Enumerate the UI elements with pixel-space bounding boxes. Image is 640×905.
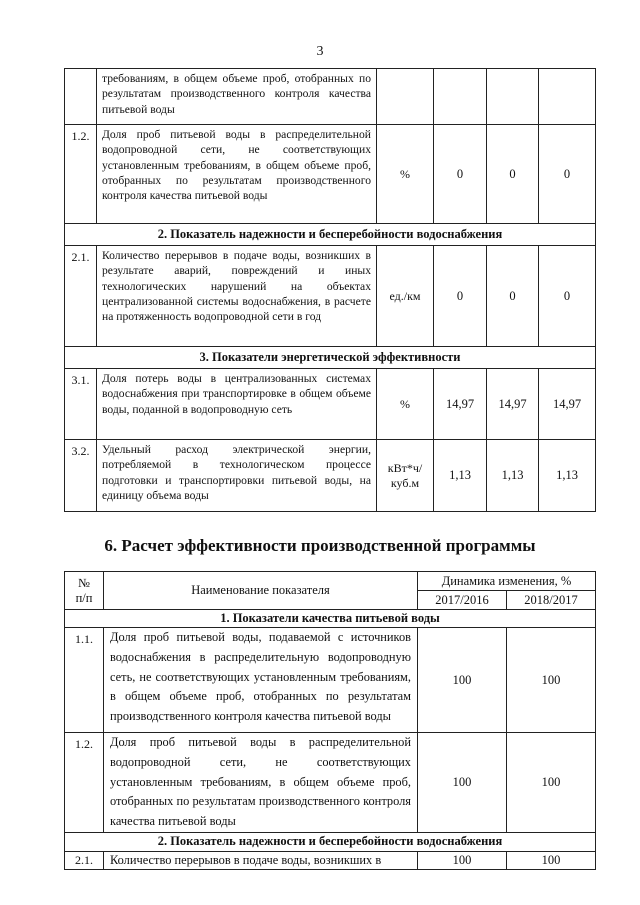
value-cell: 0 bbox=[539, 125, 596, 224]
value-cell: 100 bbox=[507, 851, 596, 869]
number-header bbox=[65, 572, 104, 610]
table-row bbox=[65, 628, 596, 733]
row-number-cell: 1.1. bbox=[65, 628, 104, 733]
section-row bbox=[65, 610, 596, 628]
value-cell: 100 bbox=[507, 628, 596, 733]
indicator-name-cell: Доля проб питьевой воды в распределительной водопроводной сети, не соответствующих установленным требованиям, в общем объеме проб, отобранных по результатам производственного контроля качества питьевой воды bbox=[97, 125, 377, 224]
table-row bbox=[65, 369, 596, 440]
section-title: 3. Показатели энергетической эффективности bbox=[65, 347, 596, 369]
table-row bbox=[65, 125, 596, 224]
indicator-name-cell: требованиям, в общем объеме проб, отобранных по результатам производственного контроля качества питьевой воды bbox=[97, 69, 377, 125]
number-header-top: № bbox=[78, 575, 90, 590]
dynamics-header: Динамика изменения, % bbox=[418, 572, 596, 591]
indicator-name-cell: Количество перерывов в подаче воды, возникших в результате аварий, повреждений и иных технологических нарушений на объектах централизованной системы водоснабжения, в расчете на протяженность водопроводной сети в год bbox=[97, 246, 377, 347]
value-cell bbox=[487, 69, 539, 125]
value-cell: 0 bbox=[434, 125, 487, 224]
value-cell: 0 bbox=[487, 246, 539, 347]
value-cell: 14,97 bbox=[539, 369, 596, 440]
unit-cell: % bbox=[377, 369, 434, 440]
table-row bbox=[65, 246, 596, 347]
value-cell: 100 bbox=[418, 628, 507, 733]
row-number-cell: 1.2. bbox=[65, 125, 97, 224]
row-number-cell: 3.1. bbox=[65, 369, 97, 440]
header-row bbox=[65, 572, 596, 591]
row-number-cell: 2.1. bbox=[65, 246, 97, 347]
number-header-bottom: п/п bbox=[75, 590, 93, 605]
value-cell bbox=[434, 69, 487, 125]
unit-cell bbox=[377, 69, 434, 125]
year-header: 2018/2017 bbox=[507, 591, 596, 610]
table-row bbox=[65, 440, 596, 512]
indicator-name-cell: Доля проб питьевой воды в распределительной водопроводной сети, не соответствующих установленным требованиям, в общем объеме проб, отобранных по результатам производственного контроля качества питьевой воды bbox=[104, 733, 418, 833]
value-cell: 100 bbox=[418, 851, 507, 869]
indicator-name-cell: Доля потерь воды в централизованных системах водоснабжения при транспортировке в общем объеме воды, поданной в водопроводную сеть bbox=[97, 369, 377, 440]
value-cell: 14,97 bbox=[434, 369, 487, 440]
value-cell: 1,13 bbox=[434, 440, 487, 512]
value-cell bbox=[539, 69, 596, 125]
year-header: 2017/2016 bbox=[418, 591, 507, 610]
value-cell: 100 bbox=[418, 733, 507, 833]
unit-cell: кВт*ч/ куб.м bbox=[377, 440, 434, 512]
table-row bbox=[65, 851, 596, 869]
unit-cell: % bbox=[377, 125, 434, 224]
unit-cell: ед./км bbox=[377, 246, 434, 347]
row-number-cell: 2.1. bbox=[65, 851, 104, 869]
value-cell: 1,13 bbox=[539, 440, 596, 512]
section-title: 1. Показатели качества питьевой воды bbox=[65, 610, 596, 628]
row-number-cell bbox=[65, 69, 97, 125]
section-title: 2. Показатель надежности и бесперебойности водоснабжения bbox=[65, 832, 596, 851]
value-cell: 0 bbox=[434, 246, 487, 347]
table-row bbox=[65, 69, 596, 125]
value-cell: 14,97 bbox=[487, 369, 539, 440]
section-row bbox=[65, 832, 596, 851]
indicator-name-cell: Удельный расход электрической энергии, потребляемой в технологическом процессе подготовки и транспортировки питьевой воды, на единицу объема воды bbox=[97, 440, 377, 512]
value-cell: 0 bbox=[487, 125, 539, 224]
page-number: 3 bbox=[316, 44, 324, 59]
indicator-name-cell: Количество перерывов в подаче воды, возникших в bbox=[104, 851, 418, 869]
row-number-cell: 3.2. bbox=[65, 440, 97, 512]
value-cell: 0 bbox=[539, 246, 596, 347]
section-title: 2. Показатель надежности и бесперебойности водоснабжения bbox=[65, 224, 596, 246]
efficiency-table bbox=[64, 571, 596, 870]
value-cell: 1,13 bbox=[487, 440, 539, 512]
row-number-cell: 1.2. bbox=[65, 733, 104, 833]
value-cell: 100 bbox=[507, 733, 596, 833]
section-heading: 6. Расчет эффективности производственной программы bbox=[104, 536, 536, 555]
indicator-name-cell: Доля проб питьевой воды, подаваемой с источников водоснабжения в распределительную водопроводную сеть, не соответствующих установленным требованиям, в общем объеме проб, отобранных по результатам производственного контроля качества питьевой воды bbox=[104, 628, 418, 733]
section-row bbox=[65, 347, 596, 369]
name-header: Наименование показателя bbox=[104, 572, 418, 610]
indicators-table bbox=[64, 68, 596, 512]
section-row bbox=[65, 224, 596, 246]
table-row bbox=[65, 733, 596, 833]
